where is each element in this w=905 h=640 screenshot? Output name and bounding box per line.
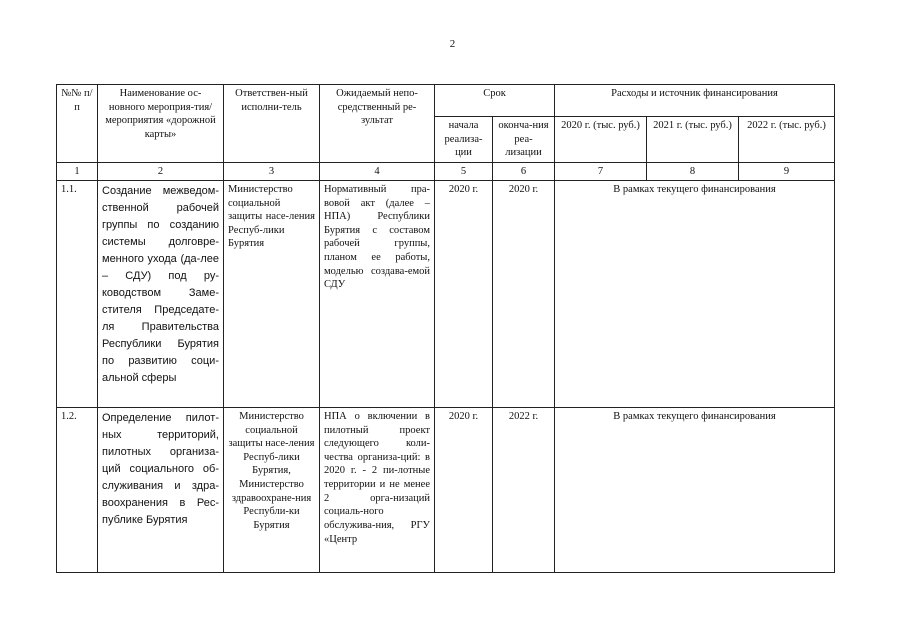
header-term-start: начала реализа-ции [435,117,493,163]
start-date: 2020 г. [435,180,493,407]
header-year-2021: 2021 г. (тыс. руб.) [647,117,739,163]
page-number: 2 [449,38,456,50]
end-date: 2022 г. [493,407,555,572]
header-year-2022: 2022 г. (тыс. руб.) [739,117,835,163]
responsible-executor: Министерство социальной защиты насе-ления Респуб-лики Бурятия [224,180,320,407]
activity-name: Создание межведом-ственной рабочей группы по созданию системы долговре-менного ухода (да-лее – СДУ) под ру-ководством Заме-стителя Председате-ля Правительства Республики Бурятия по развитию соци-альной сферы [98,180,224,407]
table-row [57,180,835,407]
row-number: 1.2. [57,407,98,572]
financing-note: В рамках текущего финансирования [555,180,835,407]
header-year-2020: 2020 г. (тыс. руб.) [555,117,647,163]
end-date: 2020 г. [493,180,555,407]
expected-result: НПА о включении в пилотный проект следующего коли-чества организа-ций: в 2020 г. - 2 пи-лотные территории и не менее 2 орга-низаций социаль-ного обслужива-ния, РГУ «Центр [320,407,435,572]
column-number: 6 [493,162,555,180]
row-number: 1.1. [57,180,98,407]
header-term: Срок [435,85,555,117]
column-number: 5 [435,162,493,180]
expected-result: Нормативный пра-вовой акт (далее – НПА) Республики Бурятия с составом рабочей группы, планом ее работы, моделью создава-емой СДУ [320,180,435,407]
column-number: 8 [647,162,739,180]
activity-name: Определение пилот-ных территорий, пилотных организа-ций социального об-служивания и здра-воохранения в Рес-публике Бурятия [98,407,224,572]
column-number: 4 [320,162,435,180]
start-date: 2020 г. [435,407,493,572]
roadmap-table [56,84,835,573]
header-costs: Расходы и источник финансирования [555,85,835,117]
header-result: Ожидаемый непо-средственный ре-зультат [320,85,435,163]
header-executor: Ответствен-ный исполни-тель [224,85,320,163]
column-number: 3 [224,162,320,180]
header-term-end: оконча-ния реа-лизации [493,117,555,163]
responsible-executor: Министерство социальной защиты насе-ления Респуб-лики Бурятия, Министерство здравоохране-ния Республи-ки Бурятия [224,407,320,572]
column-number: 1 [57,162,98,180]
column-number: 9 [739,162,835,180]
column-number-row [57,162,835,180]
table-row [57,407,835,572]
header-name: Наименование ос-новного мероприя-тия/мероприятия «дорожной карты» [98,85,224,163]
header-num: №№ п/п [57,85,98,163]
column-number: 7 [555,162,647,180]
column-number: 2 [98,162,224,180]
financing-note: В рамках текущего финансирования [555,407,835,572]
